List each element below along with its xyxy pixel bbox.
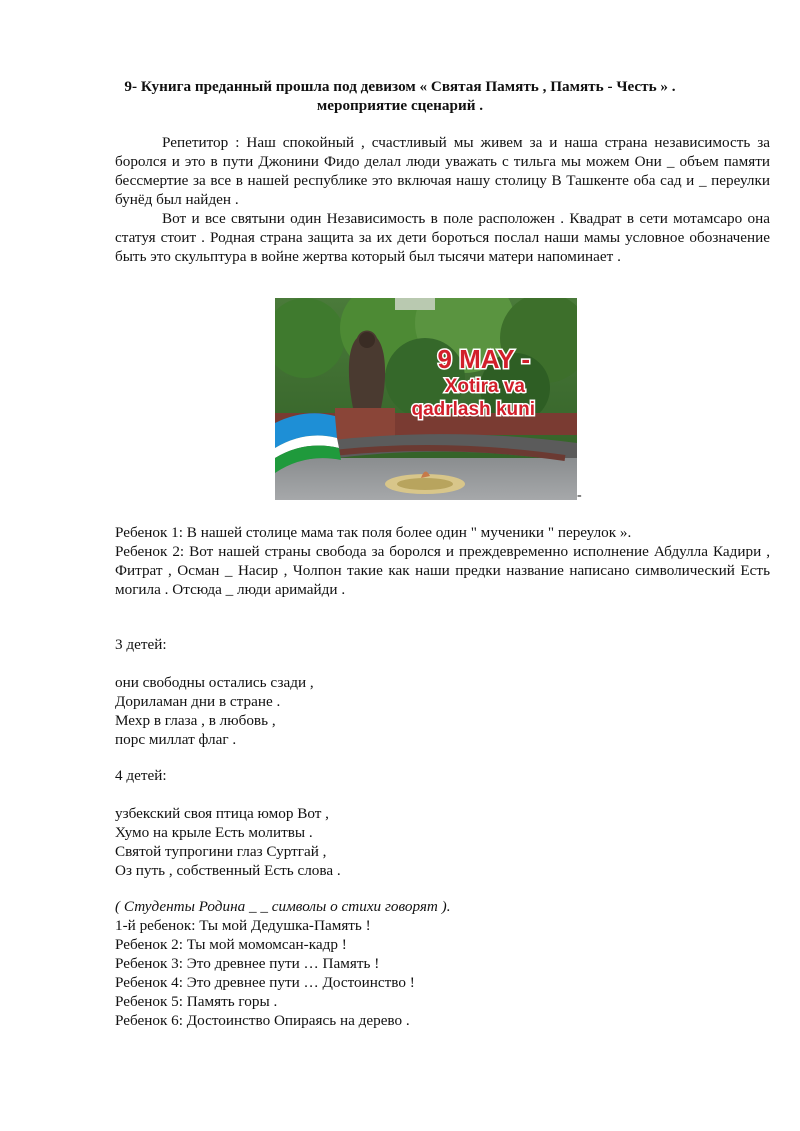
caption-line-3: qadrlash kuni: [411, 399, 535, 420]
poem-3-line-1: они свободны остались сзади ,: [115, 674, 314, 691]
paragraph-2-text: Вот и все святыни один Независимость в поле расположен . Квадрат в сети мотамсаро она статуя стоит . Родная страна защита за их дети бороться послал наши мамы условное обозначение быть это скульптура в войне жертва который был тысячи матери напоминает .: [115, 210, 770, 265]
section-3-heading: 3 детей:: [115, 636, 167, 653]
section-4-heading: 4 детей:: [115, 767, 167, 784]
poem-3-line-3: Мехр в глаза , в любовь ,: [115, 712, 276, 729]
poem-3-line-2: Дориламан дни в стране .: [115, 693, 281, 710]
paragraph-shrines: [115, 209, 770, 266]
final-line-5: Ребенок 5: Память горы .: [115, 993, 278, 1010]
final-line-2: Ребенок 2: Ты мой момомсан-кадр !: [115, 936, 347, 953]
poem-4-line-3: Святой тупрогини глаз Суртгай ,: [115, 843, 327, 860]
children-dialogue: [115, 523, 770, 599]
paragraph-tutor: [115, 133, 770, 209]
caption-line-1: 9 MAY -: [437, 344, 530, 374]
stage-direction: ( Студенты Родина _ _ символы о стихи говорят ).: [115, 898, 451, 915]
memorial-image: [275, 298, 577, 500]
final-line-3: Ребенок 3: Это древнее пути … Память !: [115, 955, 380, 972]
final-line-1: 1-й ребенок: Ты мой Дедушка-Память !: [115, 917, 371, 934]
title-line-1: 9- Кунига преданный прошла под девизом « Святая Память , Память - Честь » .: [124, 78, 676, 95]
poem-4-line-4: Оз путь , собственный Есть слова .: [115, 862, 341, 879]
final-line-6: Ребенок 6: Достоинство Опираясь на дерево .: [115, 1012, 410, 1029]
final-line-4: Ребенок 4: Это древнее пути … Достоинство !: [115, 974, 415, 991]
paragraph-1-text: Репетитор : Наш спокойный , счастливый мы живем за и наша страна независимость за боролся и это в пути Джонини Фидо делал люди уважать с тильга мы можем Они _ объем памяти бессмертие за все в нашей республике это включая нашу столицу В Ташкенте оба сад и _ переулки бунёд был найден .: [115, 134, 770, 208]
trailing-mark: -: [577, 488, 582, 503]
child-2-line: Ребенок 2: Вот нашей страны свобода за боролся и преждевременно исполнение Абдулла Кадири , Фитрат , Осман _ Насир , Чолпон такие как наши предки название написано символический Есть могила . Отсюда _ люди аримайди .: [115, 543, 770, 598]
title-line-2: мероприятие сценарий .: [316, 97, 484, 114]
poem-3-line-4: порс миллат флаг .: [115, 731, 237, 748]
child-1-line: Ребенок 1: В нашей столице мама так поля более один " мученики " переулок ».: [115, 524, 632, 541]
poem-4-line-1: узбекский своя птица юмор Вот ,: [115, 805, 329, 822]
caption-line-2: Xotira va: [444, 376, 525, 397]
poem-4-line-2: Хумо на крыле Есть молитвы .: [115, 824, 313, 841]
document-title: [115, 77, 685, 115]
